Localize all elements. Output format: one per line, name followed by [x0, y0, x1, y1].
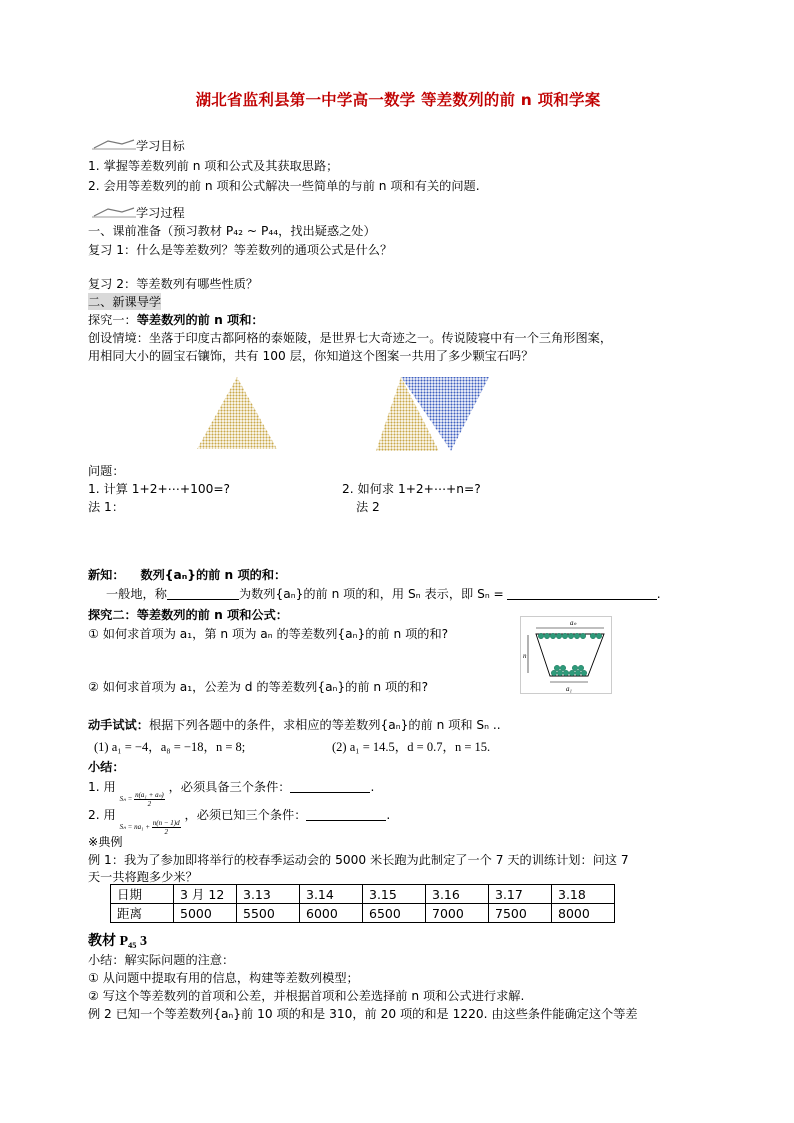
method-1: 法 1： [88, 500, 125, 514]
tryit-label: 动手试试： [88, 718, 149, 732]
table-cell: 5500 [237, 904, 300, 923]
question-1: 1. 计算 1+2+⋯+100=? [88, 482, 231, 496]
definition-end: . [656, 587, 661, 601]
tryit-line [88, 716, 501, 733]
summary-2-formula: Sₙ = na₁ + $\frac{n(n - 1)d}{2}$ [119, 818, 180, 836]
explore-1 [88, 311, 264, 328]
explore-1-title: 等差数列的前 n 项和： [136, 313, 264, 327]
definition-text-a: 一般地，称 [106, 587, 167, 601]
newknow-definition [106, 585, 661, 602]
page-title: 湖北省监利县第一中学高一数学 等差数列的前 n 项和学案 [195, 91, 601, 109]
table-cell: 3 月 12 [174, 885, 237, 904]
trapezoid-coins-figure [520, 616, 612, 694]
objective-item-2: 2. 会用等差数列的前 n 项和公式解决一些简单的与前 n 项和有关的问题. [88, 179, 480, 193]
table-cell: 3.18 [552, 885, 615, 904]
review-2: 复习 2：等差数列有哪些性质？ [88, 277, 259, 291]
table-cell: 3.13 [237, 885, 300, 904]
note-2: ② 写这个等差数列的首项和公差，并根据首项和公差选择前 n 项和公式进行求解. [88, 989, 525, 1003]
question-2: 2. 如何求 1+2+⋯+n=? [342, 482, 481, 496]
objectives-heading: 学习目标 [136, 139, 185, 153]
questions-label: 问题： [88, 464, 125, 478]
table-cell: 8000 [552, 904, 615, 923]
summary-2-post: ，必须已知三个条件： [184, 808, 307, 822]
table-cell: 3.14 [300, 885, 363, 904]
newknow-line [88, 566, 286, 583]
summary-1-pre: 1. 用 [88, 780, 116, 794]
training-plan-table [110, 884, 615, 923]
summary-2-blank[interactable] [306, 808, 386, 821]
summary-2-pre: 2. 用 [88, 808, 116, 822]
tryit-text: 根据下列各题中的条件，求相应的等差数列{aₙ}的前 n 项和 Sₙ .. [148, 718, 501, 732]
section-pen-icon [92, 138, 136, 150]
newknow-label: 新知： [88, 568, 125, 582]
definition-blank-2[interactable] [507, 587, 657, 600]
newknow-title: 数列{aₙ}的前 n 项的和： [140, 568, 287, 582]
scenario-line-1: 创设情境：坐落于印度古都阿格的泰姬陵，是世界七大奇迹之一。传说陵寝中有一个三角形图案， [88, 331, 613, 345]
summary-1-end: . [370, 780, 375, 794]
gem-parallelogram-figure [375, 376, 490, 452]
table-cell: 6000 [300, 904, 363, 923]
review-1: 复习 1：什么是等差数列？等差数列的通项公式是什么？ [88, 243, 393, 257]
summary-1-post: ，必须具备三个条件： [168, 780, 291, 794]
note-1: ① 从问题中提取有用的信息，构建等差数列模型； [88, 971, 359, 985]
summary-1 [88, 778, 374, 808]
summary-2 [88, 806, 390, 836]
fig-side-label: n [523, 652, 527, 660]
scenario-line-2: 用相同大小的圆宝石镶饰，共有 100 层，你知道这个图案一共用了多少颗宝石吗？ [88, 349, 534, 363]
guide-heading: 二、新课导学 [88, 295, 162, 309]
explore-2-q2: ② 如何求首项为 a₁，公差为 d 的等差数列{aₙ}的前 n 项的和? [88, 680, 429, 694]
process-heading: 学习过程 [136, 206, 185, 220]
table-cell: 3.16 [426, 885, 489, 904]
table-cell: 3.15 [363, 885, 426, 904]
summary-1-formula: Sₙ = $\frac{\text{n(a₁ + aₙ)}}{2}$ [119, 790, 164, 808]
table-cell: 距离 [111, 904, 174, 923]
table-row [111, 885, 615, 904]
table-cell: 7500 [489, 904, 552, 923]
example-1-line-2: 天一共将跑多少米？ [88, 870, 198, 884]
example-2: 例 2 已知一个等差数列{aₙ}前 10 项的和是 310，前 20 项的和是 1220. 由这些条件能确定这个等差 [88, 1007, 638, 1021]
definition-blank-1[interactable] [167, 587, 239, 600]
section-pen-icon [92, 206, 136, 218]
textbook-ref: 教材 P₄₅ 3 [88, 934, 147, 949]
example-1-line-1: 例 1：我为了参加即将举行的校春季运动会的 5000 米长跑为此制定了一个 7 天的训练计划：问这 7 [88, 853, 629, 867]
table-row [111, 904, 615, 923]
explore-1-label: 探究一： [88, 313, 137, 327]
tryit-problem-1: (1) a₁ = −4，a₈ = −18，n = 8; [94, 740, 246, 754]
fig-top-label: aₙ [570, 619, 577, 627]
table-cell: 3.17 [489, 885, 552, 904]
summary-1-blank[interactable] [290, 780, 370, 793]
gem-triangle-figure [196, 376, 278, 450]
coin-row-top [538, 633, 602, 639]
table-cell: 日期 [111, 885, 174, 904]
explore-2-title: 探究二：等差数列的前 n 项和公式： [88, 608, 288, 622]
note-title: 小结：解实际问题的注意： [88, 953, 235, 967]
objective-item-1: 1. 掌握等差数列前 n 项和公式及其获取思路； [88, 159, 339, 173]
tryit-problem-2: (2) a₁ = 14.5，d = 0.7，n = 15. [332, 740, 491, 754]
table-cell: 7000 [426, 904, 489, 923]
examples-label: ※典例 [88, 835, 123, 849]
definition-text-b: 为数列{aₙ}的前 n 项的和，用 Sₙ 表示，即 Sₙ = [238, 587, 504, 601]
summary-2-end: . [386, 808, 391, 822]
summary-label: 小结： [88, 760, 125, 774]
table-cell: 6500 [363, 904, 426, 923]
prep-line: 一、课前准备（预习教材 P₄₂ ~ P₄₄，找出疑惑之处） [88, 224, 376, 238]
fig-bottom-label: a₁ [566, 685, 572, 693]
table-cell: 5000 [174, 904, 237, 923]
explore-2-q1: ① 如何求首项为 a₁，第 n 项为 aₙ 的等差数列{aₙ}的前 n 项的和? [88, 627, 449, 641]
method-2: 法 2 [356, 500, 380, 514]
